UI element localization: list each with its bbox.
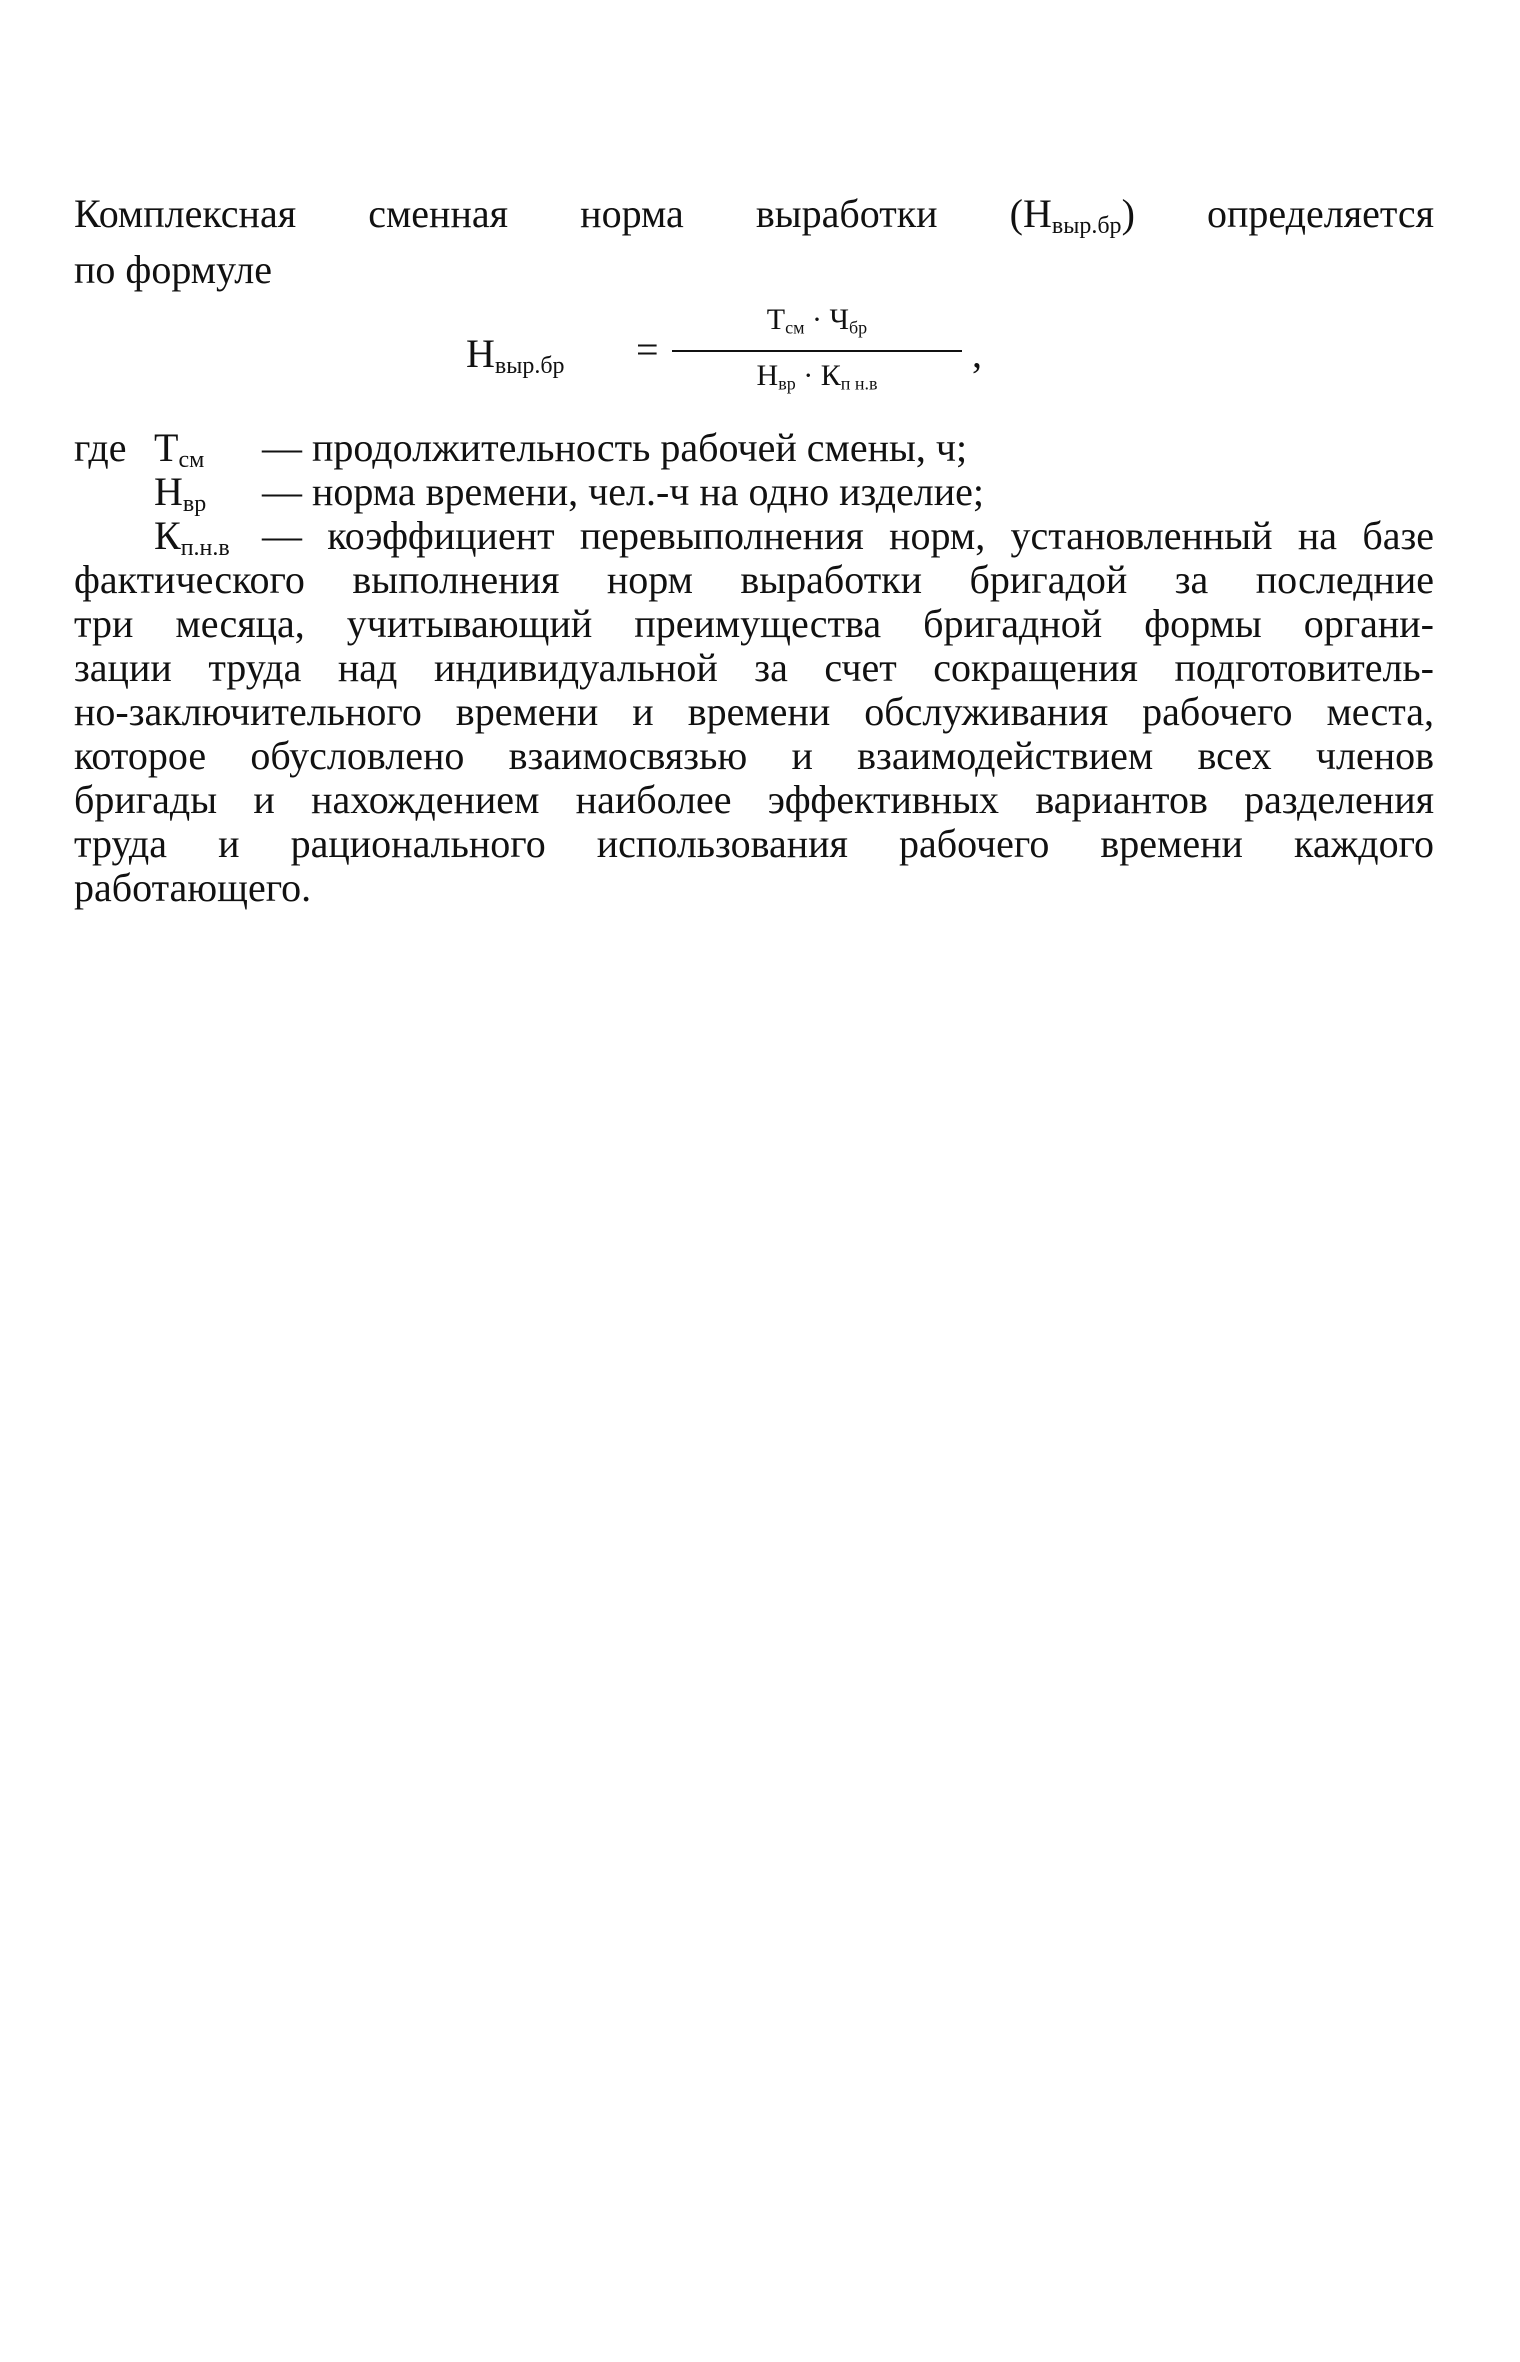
formula-comma: , bbox=[972, 331, 982, 376]
intro-word: определяется bbox=[1207, 191, 1434, 236]
intro-symbol-close: ) bbox=[1121, 191, 1135, 236]
continuation-line: труда и рационального использования рабочего времени каждого bbox=[74, 821, 1434, 866]
intro-word: норма bbox=[580, 191, 684, 236]
numerator-symbol: Т bbox=[766, 303, 786, 336]
definition-text: — норма времени, чел.-ч на одно изделие; bbox=[262, 469, 984, 514]
continuation-line: но-заключительного времени и времени обслуживания рабочего места, bbox=[74, 689, 1434, 734]
denominator-dot: · К bbox=[795, 358, 841, 392]
definition-continuation bbox=[74, 558, 1434, 910]
definition-symbol-letter: К bbox=[154, 513, 181, 558]
formula-equals: = bbox=[636, 327, 659, 372]
formula-lhs-symbol: Н bbox=[466, 331, 495, 376]
intro-paragraph bbox=[74, 192, 1434, 292]
formula-denominator bbox=[672, 356, 962, 404]
intro-symbol-open: (Н bbox=[1009, 191, 1052, 236]
intro-symbol-sub: выр.бр bbox=[1051, 213, 1122, 239]
definition-symbol-letter: Т bbox=[154, 425, 179, 470]
continuation-line: бригады и нахождением наиболее эффективных вариантов разделения bbox=[74, 777, 1434, 822]
definitions bbox=[74, 426, 1434, 910]
formula-numerator bbox=[672, 300, 962, 348]
denominator-sub-2: п н.в bbox=[840, 373, 878, 393]
fraction-bar bbox=[672, 350, 962, 352]
definition-symbol-sub: см bbox=[178, 447, 205, 473]
definition-row bbox=[74, 425, 1434, 473]
continuation-line: работающего. bbox=[74, 865, 312, 910]
intro-word: Комплексная bbox=[74, 191, 297, 236]
formula-lhs-sub: выр.бр bbox=[494, 353, 565, 379]
formula bbox=[466, 300, 986, 410]
definition-symbol-sub: п.н.в bbox=[180, 535, 230, 561]
intro-word: выработки bbox=[755, 191, 938, 236]
numerator-sub: см bbox=[785, 317, 805, 338]
numerator-dot: · Ч bbox=[804, 303, 850, 336]
definition-symbol-sub: вр bbox=[182, 491, 207, 517]
definition-row bbox=[74, 513, 1434, 561]
continuation-line: зации труда над индивидуальной за счет сокращения подготовитель- bbox=[74, 645, 1434, 690]
intro-word: сменная bbox=[368, 191, 509, 236]
intro-line-1 bbox=[74, 192, 1434, 248]
definition-symbol-letter: Н bbox=[154, 469, 183, 514]
intro-line-2: по формуле bbox=[74, 247, 272, 292]
definition-text: — продолжительность рабочей смены, ч; bbox=[262, 425, 968, 470]
denominator-symbol: Н bbox=[756, 358, 779, 392]
continuation-line: фактического выполнения норм выработки бригадой за последние bbox=[74, 557, 1434, 602]
continuation-line: которое обусловлено взаимосвязью и взаимодействием всех членов bbox=[74, 733, 1434, 778]
numerator-sub-2: бр bbox=[849, 317, 868, 338]
definition-text: — коэффициент перевыполнения норм, установленный на базе bbox=[262, 513, 1434, 558]
continuation-line: три месяца, учитывающий преимущества бригадной формы органи- bbox=[74, 601, 1434, 646]
intro-symbol bbox=[1010, 192, 1135, 248]
formula-lhs bbox=[466, 330, 565, 380]
denominator-sub: вр bbox=[778, 373, 796, 393]
formula-fraction bbox=[672, 300, 962, 403]
definition-row bbox=[74, 469, 1434, 517]
where-label: где bbox=[74, 425, 127, 470]
